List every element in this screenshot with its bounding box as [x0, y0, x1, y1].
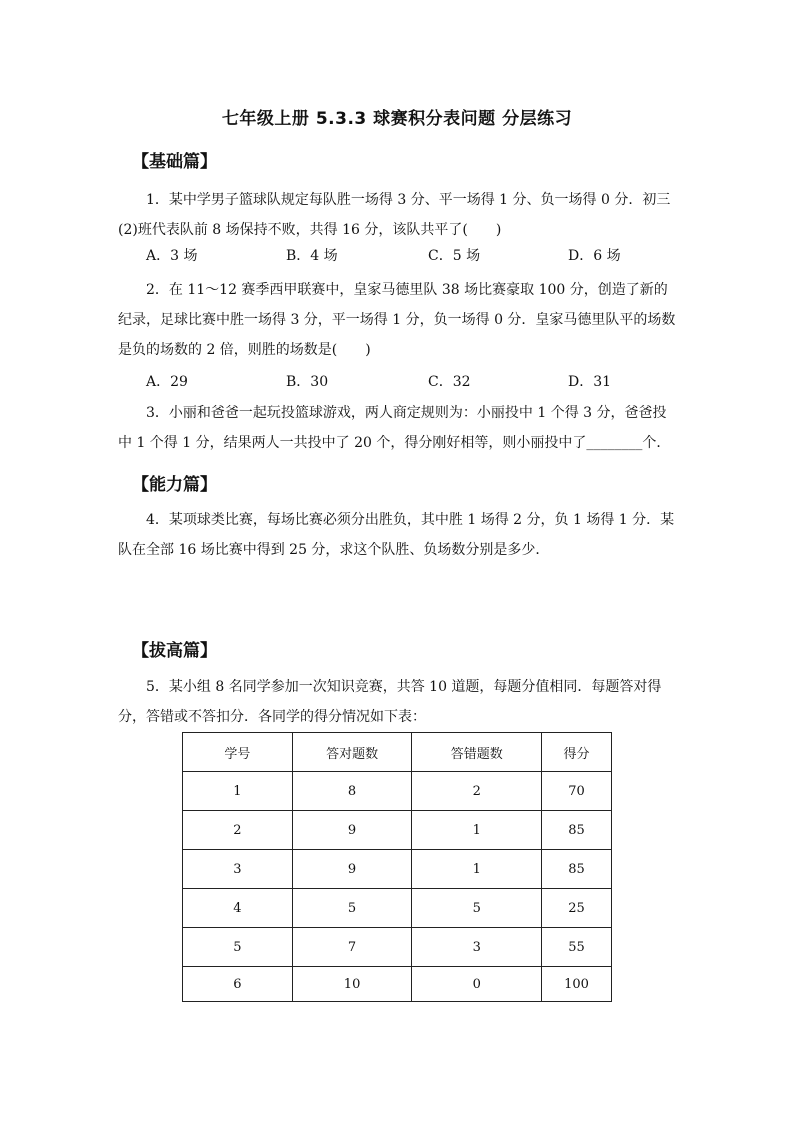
- section-heading-ability: 【能力篇】: [132, 475, 217, 495]
- q2-option-c: C．32: [428, 374, 471, 390]
- table-header-row: [183, 733, 612, 772]
- cell-student-id: 6: [183, 967, 293, 1002]
- q1-option-d: D．6 场: [568, 248, 621, 264]
- cell-score: 55: [542, 928, 612, 967]
- question-4-text: 4．某项球类比赛，每场比赛必须分出胜负，其中胜 1 场得 2 分，负 1 场得 1 分．某队在全部 16 场比赛中得到 25 分，求这个队胜、负场数分别是多少．: [118, 512, 675, 558]
- cell-student-id: 2: [183, 811, 293, 850]
- cell-score: 70: [542, 772, 612, 811]
- cell-score: 85: [542, 811, 612, 850]
- cell-student-id: 4: [183, 889, 293, 928]
- cell-wrong-count: 5: [412, 889, 542, 928]
- cell-correct-count: 7: [292, 928, 412, 967]
- cell-correct-count: 8: [292, 772, 412, 811]
- cell-student-id: 5: [183, 928, 293, 967]
- header-wrong-count: 答错题数: [412, 733, 542, 772]
- table-row: [183, 928, 612, 967]
- question-3-text: 3．小丽和爸爸一起玩投篮球游戏，两人商定规则为：小丽投中 1 个得 3 分，爸爸投中 1 个得 1 分，结果两人一共投中了 20 个，得分刚好相等，则小丽投中了________个．: [118, 405, 671, 451]
- cell-wrong-count: 2: [412, 772, 542, 811]
- question-1-text: 1．某中学男子篮球队规定每队胜一场得 3 分、平一场得 1 分、负一场得 0 分．初三(2)班代表队前 8 场保持不败，共得 16 分，该队共平了( ): [118, 192, 671, 238]
- cell-correct-count: 10: [292, 967, 412, 1002]
- table-row: [183, 772, 612, 811]
- table-row: [183, 850, 612, 889]
- question-2-options: [146, 371, 686, 397]
- question-5-text: 5．某小组 8 名同学参加一次知识竞赛，共答 10 道题，每题分值相同．每题答对得分，答错或不答扣分．各同学的得分情况如下表：: [118, 679, 662, 725]
- question-1-options: [146, 245, 686, 271]
- q2-option-d: D．31: [568, 374, 612, 390]
- q1-option-a: A．3 场: [146, 248, 198, 264]
- q1-option-b: B．4 场: [286, 248, 338, 264]
- table-row: [183, 967, 612, 1002]
- header-student-id: 学号: [183, 733, 293, 772]
- table-row: [183, 811, 612, 850]
- cell-score: 25: [542, 889, 612, 928]
- header-correct-count: 答对题数: [292, 733, 412, 772]
- cell-wrong-count: 1: [412, 811, 542, 850]
- cell-student-id: 1: [183, 772, 293, 811]
- cell-correct-count: 5: [292, 889, 412, 928]
- score-table: [182, 732, 612, 1002]
- cell-correct-count: 9: [292, 850, 412, 889]
- cell-wrong-count: 3: [412, 928, 542, 967]
- table-row: [183, 889, 612, 928]
- header-score: 得分: [542, 733, 612, 772]
- cell-score: 100: [542, 967, 612, 1002]
- section-heading-advanced: 【拔高篇】: [132, 641, 217, 661]
- q2-option-b: B．30: [286, 374, 329, 390]
- cell-correct-count: 9: [292, 811, 412, 850]
- cell-student-id: 3: [183, 850, 293, 889]
- cell-wrong-count: 1: [412, 850, 542, 889]
- q1-option-c: C．5 场: [428, 248, 481, 264]
- page-title: 七年级上册 5.3.3 球赛积分表问题 分层练习: [221, 109, 573, 129]
- cell-score: 85: [542, 850, 612, 889]
- section-heading-basic: 【基础篇】: [132, 152, 217, 172]
- q2-option-a: A．29: [146, 374, 188, 390]
- question-2-text: 2．在 11～12 赛季西甲联赛中，皇家马德里队 38 场比赛豪取 100 分，创造了新的纪录，足球比赛中胜一场得 3 分，平一场得 1 分，负一场得 0 分．皇家马德里队平的场数是负的场数的 2 倍，则胜的场数是( ): [118, 282, 676, 358]
- cell-wrong-count: 0: [412, 967, 542, 1002]
